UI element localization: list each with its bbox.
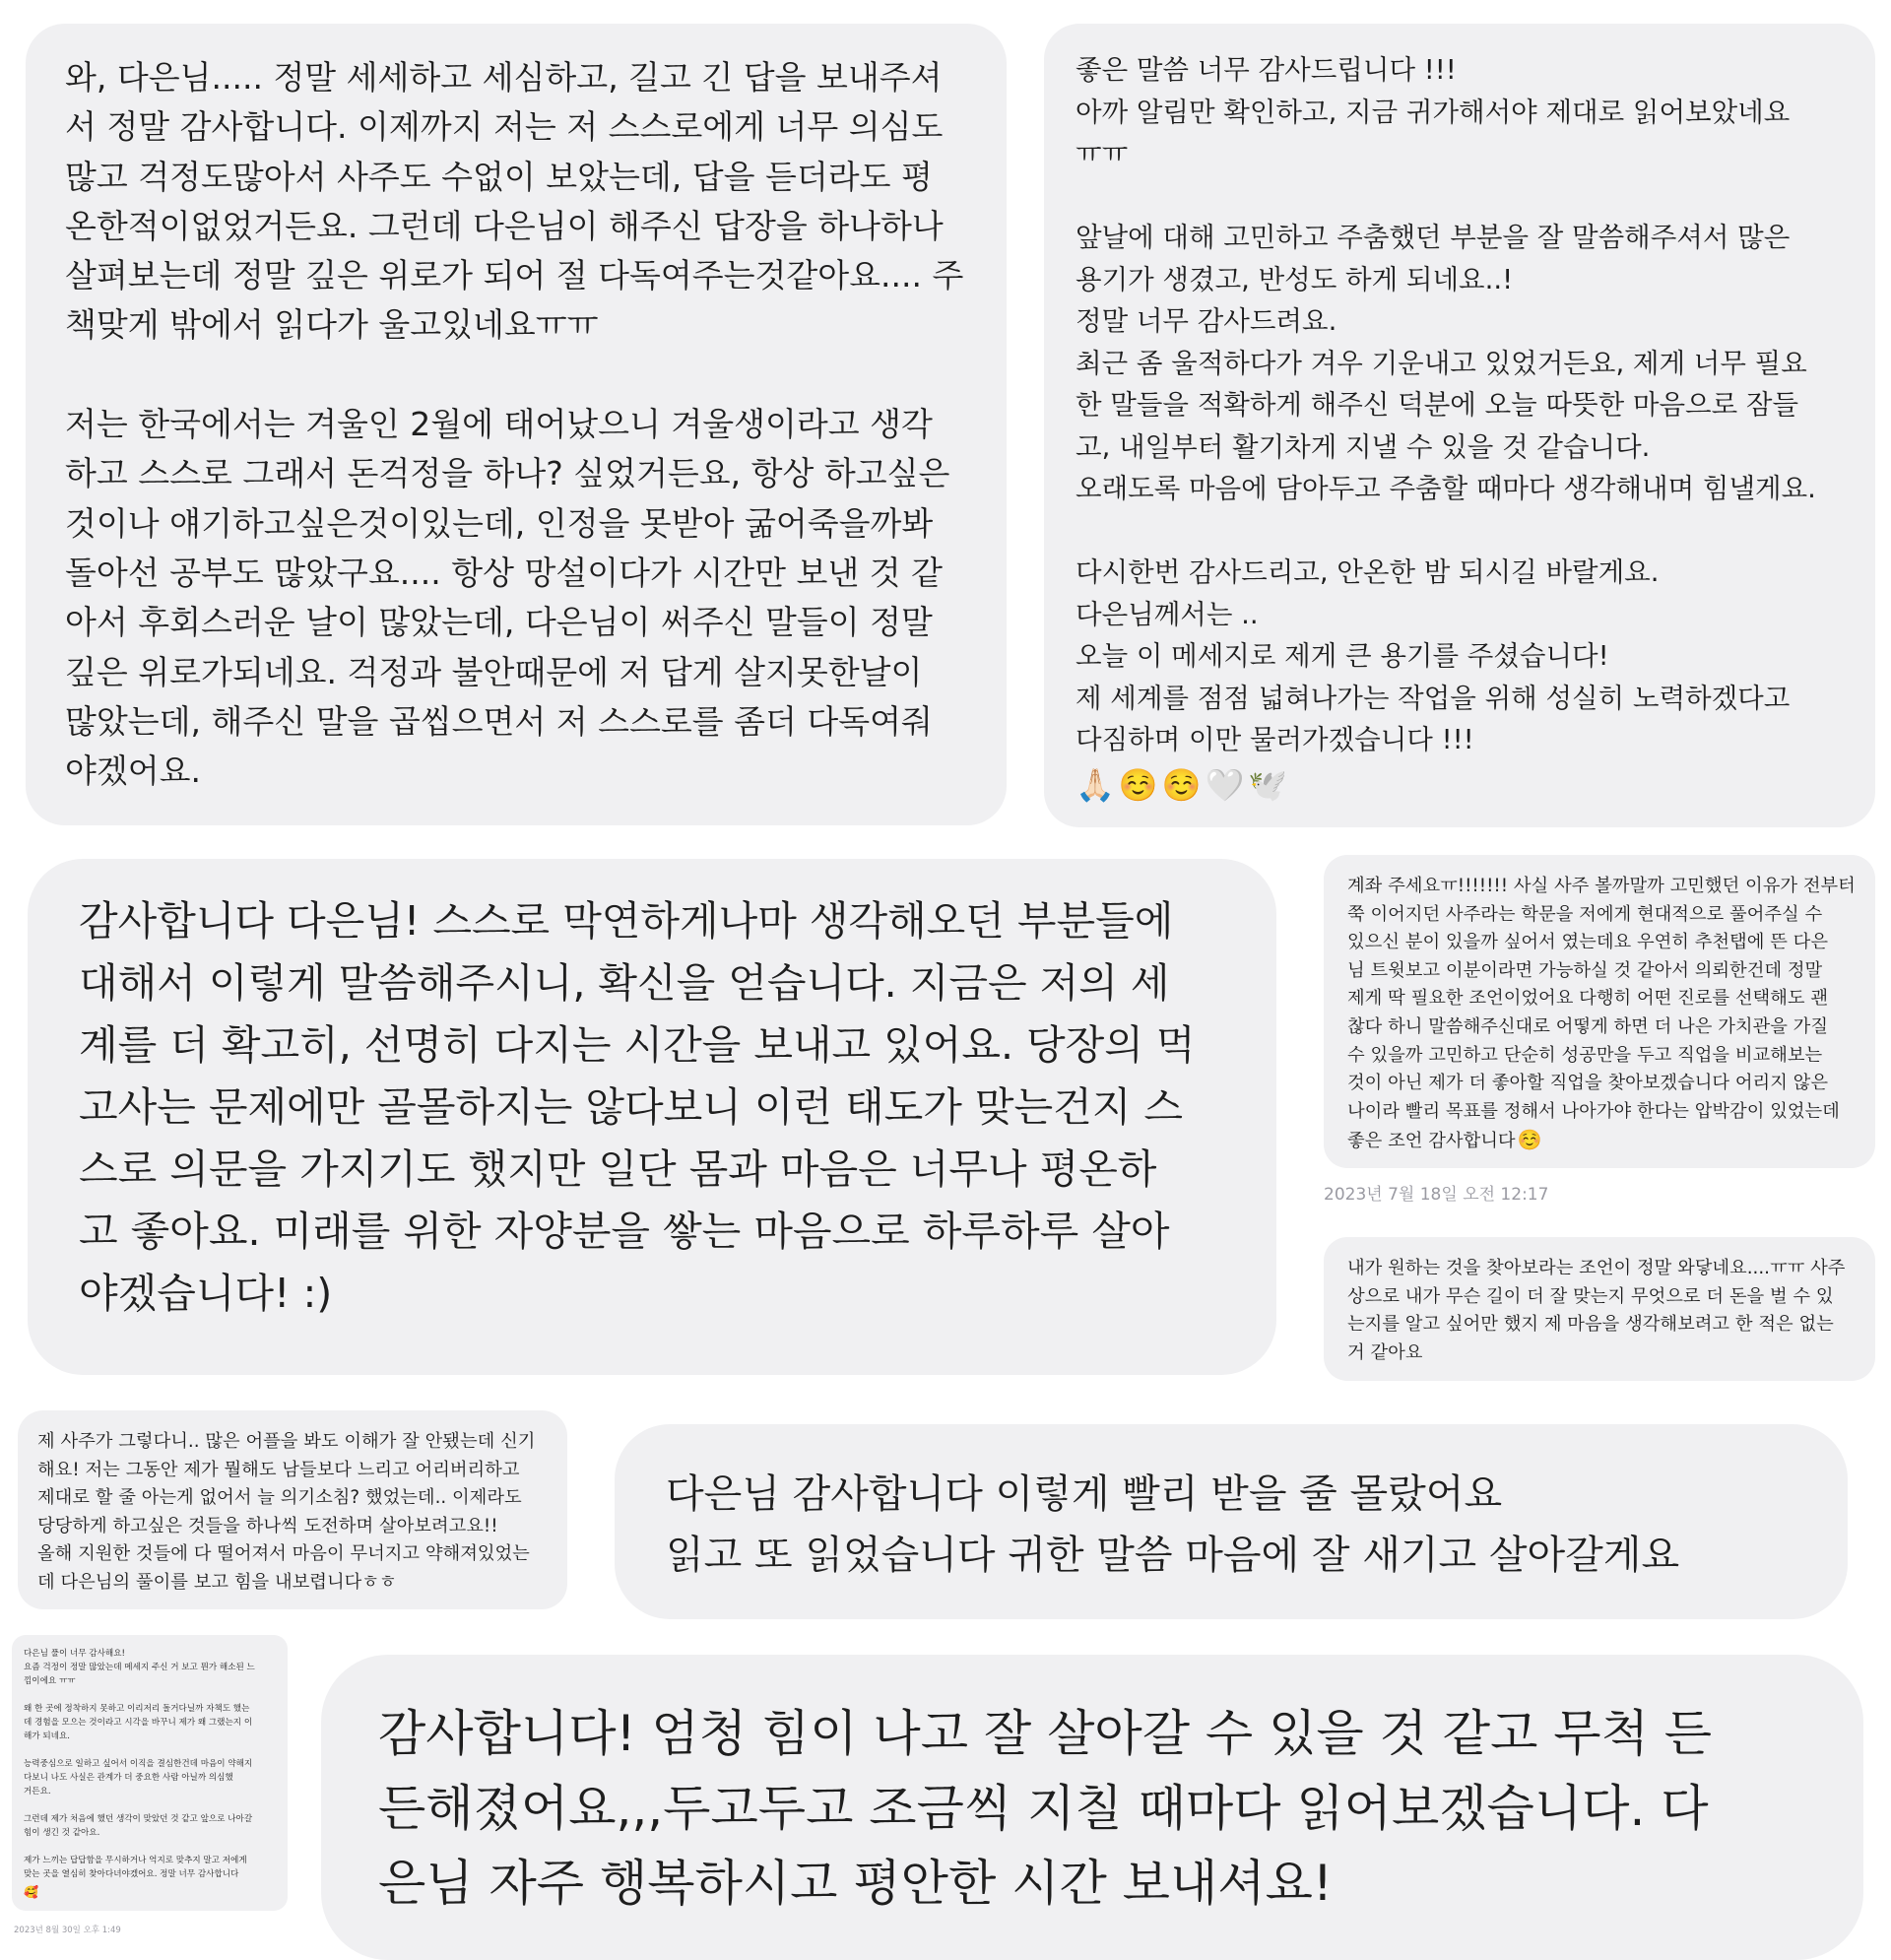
- message-bubble-9: [321, 1655, 1863, 1960]
- message-bubble-3: [28, 859, 1276, 1375]
- message-bubble-8: [12, 1635, 288, 1911]
- smiling-face-emoji-icon: ☺️: [1161, 765, 1202, 804]
- smiling-face-emoji-icon: ☺️: [1118, 765, 1158, 804]
- message-bubble-2: [1044, 24, 1875, 827]
- message-bubble-6: [18, 1410, 567, 1609]
- message-text: 다은님 풀이 너무 감사해요! 요즘 걱정이 정말 많았는데 메세지 주신 거 보고 뭔가 해소된 느 낌이에요 ㅠㅠ 왜 한 곳에 정착하지 못하고 이리저리 돌거다닐까 자책도 했는 데 경험을 모으는 것이라고 시각을 바꾸니 제가 왜 그랬는지 이 해가 되네요. 능력중심으로 일하고 싶어서 이직을 결심한건데 마음이 약해지 다보니 나도 사실은 관계가 더 중요한 사람 아닐까 의심했 거든요. 그런데 제가 처음에 했던 생각이 맞았던 것 같고 앞으로 나아갈 힘이 생긴 것 같아요. 제가 느끼는 답답함을 무시하거나 억지로 맞추지 말고 저에게 맞는 곳을 열심히 찾아다녀야겠어요. 정말 너무 감사합니다: [24, 1649, 255, 1879]
- message-text: 다은님 감사합니다 이렇게 빨리 받을 줄 몰랐어요 읽고 또 읽었습니다 귀한 말씀 마음에 잘 새기고 살아갈게요: [666, 1471, 1680, 1578]
- message-bubble-1: [26, 24, 1007, 825]
- message-text: 감사합니다 다은님! 스스로 막연하게나마 생각해오던 부분들에 대해서 이렇게 말씀해주시니, 확신을 얻습니다. 지금은 저의 세 계를 더 확고히, 선명히 다지는 시간을 보내고 있어요. 당장의 먹 고사는 문제에만 골몰하지는 않다보니 이런 태도가 맞는건지 스 스로 의문을 가지기도 했지만 일단 몸과 마음은 너무나 평온하 고 좋아요. 미래를 위한 자양분을 쌓는 마음으로 하루하루 살아 야겠습니다! :): [79, 897, 1196, 1317]
- message-timestamp: 2023년 7월 18일 오전 12:17: [1324, 1185, 1549, 1205]
- dove-emoji-icon: 🕊️: [1248, 765, 1288, 804]
- smiling-face-emoji-icon: ☺️: [1517, 1128, 1542, 1152]
- message-bubble-7: [615, 1424, 1848, 1619]
- message-timestamp: 2023년 8월 30일 오후 1:49: [14, 1926, 121, 1935]
- emoji-row: [1076, 765, 1846, 805]
- message-text: 제 사주가 그렇다니.. 많은 어플을 봐도 이해가 잘 안됐는데 신기 해요! 저는 그동안 제가 뭘해도 남들보다 느리고 어리버리하고 제대로 할 줄 아는게 없어서 늘 의기소침? 했었는데.. 이제라도 당당하게 하고싶은 것들을 하나씩 도전하며 살아보려고요!! 올해 지원한 것들에 다 떨어져서 마음이 무너지고 약해져있었는 데 다은님의 풀이를 보고 힘을 내보렵니다ㅎㅎ: [37, 1431, 536, 1593]
- message-bubble-4: [1324, 855, 1875, 1168]
- message-text-body: 계좌 주세요ㅠ!!!!!!! 사실 사주 볼까말까 고민했던 이유가 전부터 쭉 이어지던 사주라는 학문을 저에게 현대적으로 풀어주실 수 있으신 분이 있을까 싶어서 였는데요 우연히 추천탭에 뜬 다은 님 트윗보고 이분이라면 가능하실 것 같아서 의뢰한건데 정말 제게 딱 필요한 조언이었어요 다행히 어떤 진로를 선택해도 괜 찮다 하니 말씀해주신대로 어떻게 하면 더 나은 가치관을 가질 수 있을까 고민하고 단순히 성공만을 두고 직업을 비교해보는 것이 아닌 제가 더 좋아할 직업을 찾아보겠습니다 어리지 않은 나이라 빨리 목표를 정해서 나아가야 한다는 압박감이 있었는데 좋은 조언 감사합니다: [1347, 876, 1856, 1152]
- message-text: 내가 원하는 것을 찾아보라는 조언이 정말 와닿네요....ㅠㅠ 사주 상으로 내가 무슨 길이 더 잘 맞는지 무엇으로 더 돈을 벌 수 있 는지를 알고 싶어만 했지 제 마음을 생각해보려고 한 적은 없는 거 같아요: [1347, 1258, 1846, 1363]
- message-text: [1347, 873, 1859, 1156]
- message-text: 감사합니다! 엄청 힘이 나고 잘 살아갈 수 있을 것 같고 무척 든 든해졌어요,,,두고두고 조금씩 지칠 때마다 읽어보겠습니다. 다 은님 자주 행복하시고 평안한 시간 보내셔요!: [378, 1705, 1713, 1912]
- message-text: 좋은 말씀 너무 감사드립니다 !!! 아까 알림만 확인하고, 지금 귀가해서야 제대로 읽어보았네요 ㅠㅠ 앞날에 대해 고민하고 주춤했던 부분을 잘 말씀해주셔서 많은 용기가 생겼고, 반성도 하게 되네요..! 정말 너무 감사드려요. 최근 좀 울적하다가 겨우 기운내고 있었거든요, 제게 너무 필요 한 말들을 적확하게 해주신 덕분에 오늘 따뜻한 마음으로 잠들 고, 내일부터 활기차게 지낼 수 있을 것 같습니다. 오래도록 마음에 담아두고 주춤할 때마다 생각해내며 힘낼게요. 다시한번 감사드리고, 안온한 밤 되시길 바랄게요. 다은님께서는 .. 오늘 이 메세지로 제게 큰 용기를 주셨습니다! 제 세계를 점점 넓혀나가는 작업을 위해 성실히 노력하겠다고 다짐하며 이만 물러가겠습니다 !!!: [1076, 54, 1816, 755]
- folded-hands-emoji-icon: 🙏🏻: [1076, 765, 1115, 804]
- smiling-face-hearts-emoji-icon: 🥰: [24, 1885, 38, 1899]
- message-bubble-5: [1324, 1237, 1875, 1381]
- white-heart-emoji-icon: 🤍: [1205, 765, 1245, 804]
- message-text: 와, 다은님..... 정말 세세하고 세심하고, 길고 긴 답을 보내주셔 서 정말 감사합니다. 이제까지 저는 저 스스로에게 너무 의심도 많고 걱정도많아서 사주도 수없이 보았는데, 답을 듣더라도 평 온한적이없었거든요. 그런데 다은님이 해주신 답장을 하나하나 살펴보는데 정말 깊은 위로가 되어 절 다독여주는것같아요.... 주 책맞게 밖에서 읽다가 울고있네요ㅠㅠ 저는 한국에서는 겨울인 2월에 태어났으니 겨울생이라고 생각 하고 스스로 그래서 돈걱정을 하나? 싶었거든요, 항상 하고싶은 것이나 얘기하고싶은것이있는데, 인정을 못받아 굶어죽을까봐 돌아선 공부도 많았구요.... 항상 망설이다가 시간만 보낸 것 같 아서 후회스러운 날이 많았는데, 다은님이 써주신 말들이 정말 깊은 위로가되네요. 걱정과 불안때문에 저 답게 살지못한날이 많았는데, 해주신 말을 곱씹으면서 저 스스로를 좀더 다독여줘 야겠어요.: [65, 58, 964, 791]
